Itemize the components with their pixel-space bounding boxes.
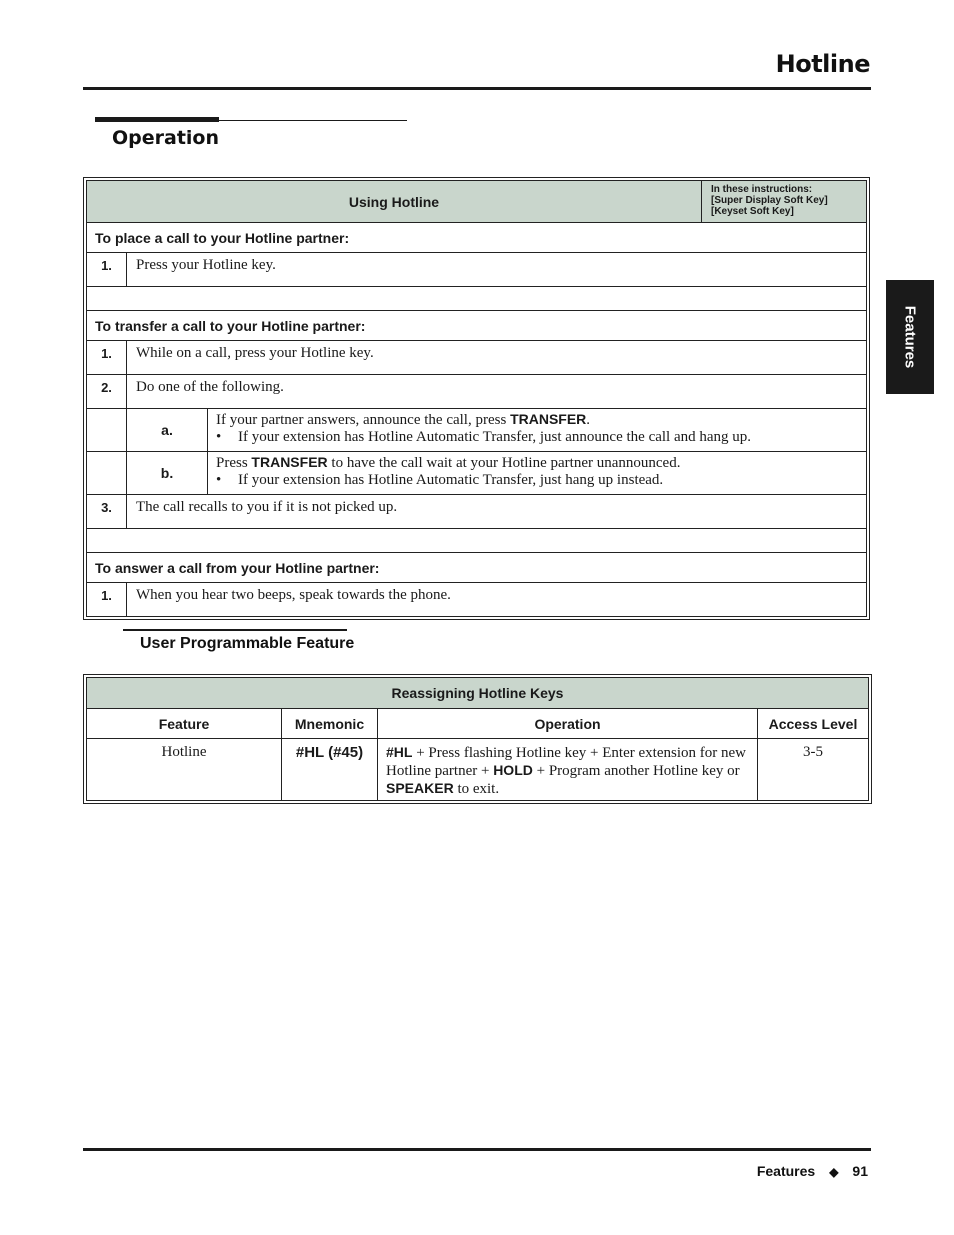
step-text: When you hear two beeps, speak towards the phone. — [127, 583, 867, 617]
bullet: • — [216, 472, 222, 488]
sub-text-pre: Press — [216, 455, 252, 471]
sub-step-letter: b. — [127, 452, 208, 495]
page-number: 91 — [852, 1163, 868, 1179]
code-label: #HL — [386, 744, 413, 760]
step-text: While on a call, press your Hotline key. — [127, 341, 867, 375]
diamond-icon: ◆ — [829, 1165, 839, 1179]
table-row — [86, 495, 867, 529]
header-rule — [83, 87, 871, 90]
footer — [757, 1163, 868, 1179]
sub-text-pre: If your partner answers, announce the call, press — [216, 412, 511, 428]
feature-cell: Hotline — [86, 739, 282, 801]
using-hotline-table — [83, 177, 870, 620]
table-row — [86, 253, 867, 287]
transfer-call-heading: To transfer a call to your Hotline partner: — [86, 311, 867, 341]
column-header-operation: Operation — [378, 709, 758, 739]
speaker-key-label: SPEAKER — [386, 780, 454, 796]
page-title: Hotline — [775, 50, 870, 78]
operation-text: + Press flashing Hotline key + Enter extension for new Hotline partner + — [386, 745, 746, 779]
operation-text: to exit. — [453, 781, 500, 797]
section-heading: Operation — [112, 127, 220, 149]
step-number: 2. — [86, 375, 127, 409]
bullet-text: If your extension has Hotline Automatic Transfer, just announce the call and hang up. — [238, 429, 752, 445]
bullet-text: If your extension has Hotline Automatic Transfer, just hang up instead. — [238, 472, 664, 488]
sub-step-text — [208, 452, 867, 495]
reassigning-keys-table — [83, 674, 872, 804]
sub-step-letter: a. — [127, 409, 208, 452]
table-row — [86, 375, 867, 409]
note-line: [Keyset Soft Key] — [711, 206, 794, 217]
step-number: 1. — [86, 583, 127, 617]
table-row — [86, 739, 869, 801]
indent-cell — [86, 409, 127, 452]
access-level-cell: 3-5 — [758, 739, 869, 801]
sub-text-post: . — [586, 412, 591, 428]
upf-rule — [123, 629, 347, 631]
upf-heading: User Programmable Feature — [140, 635, 355, 652]
step-number: 1. — [86, 253, 127, 287]
operation-cell — [378, 739, 758, 801]
spacer-row — [86, 287, 867, 311]
place-call-heading: To place a call to your Hotline partner: — [86, 223, 867, 253]
transfer-key-label: TRANSFER — [510, 411, 587, 427]
transfer-key-label: TRANSFER — [251, 454, 328, 470]
table-row — [86, 452, 867, 495]
step-text: Press your Hotline key. — [127, 253, 867, 287]
step-number: 1. — [86, 341, 127, 375]
sub-step-text — [208, 409, 867, 452]
table-row — [86, 341, 867, 375]
table-row — [86, 583, 867, 617]
footer-rule — [83, 1148, 871, 1151]
note-line: In these instructions: — [711, 184, 813, 195]
hold-key-label: HOLD — [493, 762, 533, 778]
section-rule-thin — [95, 120, 407, 121]
answer-call-heading: To answer a call from your Hotline partner: — [86, 553, 867, 583]
step-number: 3. — [86, 495, 127, 529]
table-title: Reassigning Hotline Keys — [86, 677, 869, 709]
spacer-row — [86, 529, 867, 553]
column-header-mnemonic: Mnemonic — [282, 709, 378, 739]
sub-text-post: to have the call wait at your Hotline partner unannounced. — [327, 455, 681, 471]
side-tab-label: Features — [901, 305, 919, 369]
side-tab[interactable] — [886, 280, 934, 394]
table-title: Using Hotline — [86, 180, 702, 223]
note-line: [Super Display Soft Key] — [711, 195, 828, 206]
bullet: • — [216, 429, 222, 445]
step-text: Do one of the following. — [127, 375, 867, 409]
column-header-feature: Feature — [86, 709, 282, 739]
operation-text: + Program another Hotline key or — [532, 763, 740, 779]
column-header-access-level: Access Level — [758, 709, 869, 739]
indent-cell — [86, 452, 127, 495]
mnemonic-cell: #HL (#45) — [282, 739, 378, 801]
step-text: The call recalls to you if it is not picked up. — [127, 495, 867, 529]
table-row — [86, 409, 867, 452]
instructions-note — [702, 180, 867, 223]
footer-section: Features — [756, 1163, 816, 1179]
